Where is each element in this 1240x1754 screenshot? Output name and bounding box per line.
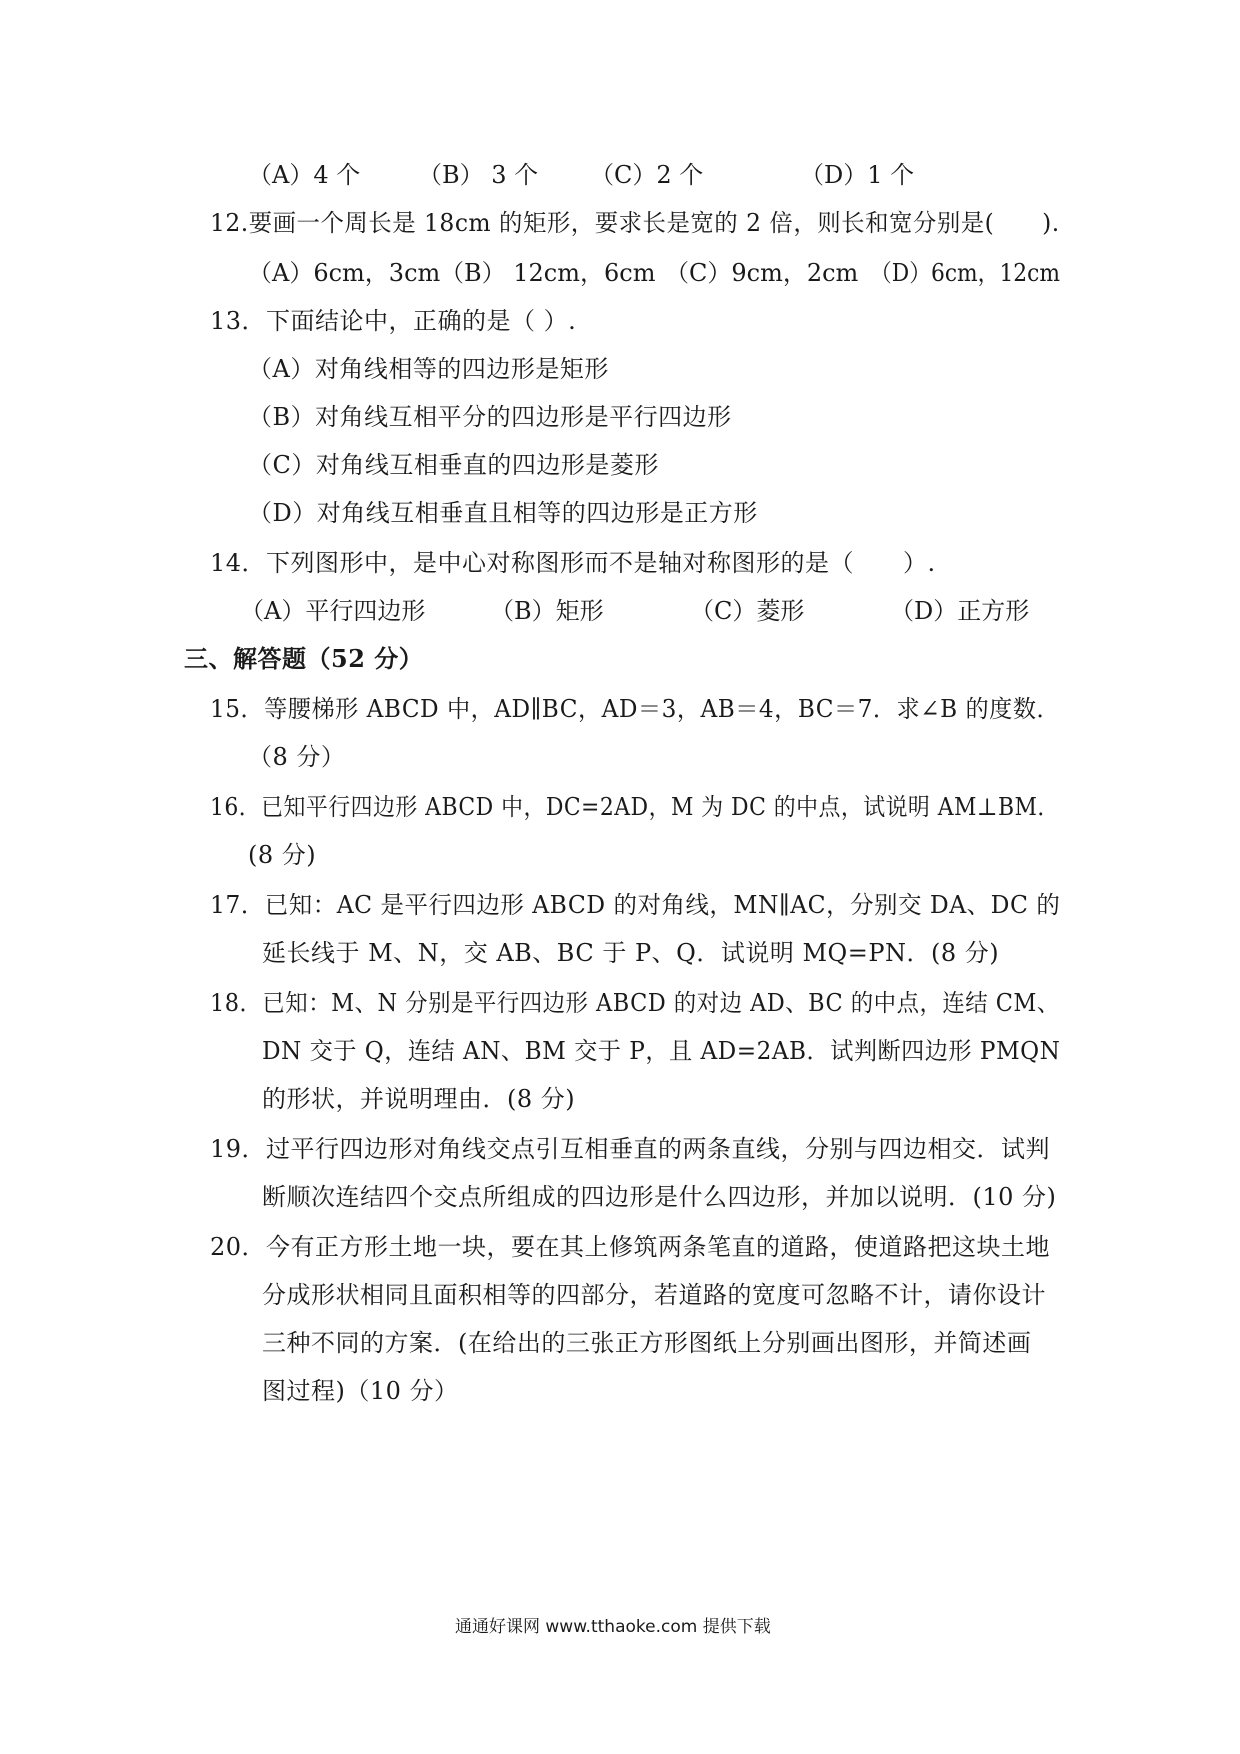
q13-option-a: （A）对角线相等的四边形是矩形 (248, 355, 609, 383)
q17-line-1: 17．已知：AC 是平行四边形 ABCD 的对角线，MN∥AC，分别交 DA、DC 的 (210, 891, 1061, 919)
q20-line-1: 20．今有正方形土地一块，要在其上修筑两条笔直的道路，使道路把这块土地 (210, 1233, 1051, 1261)
q13-option-c: （C）对角线互相垂直的四边形是菱形 (248, 451, 659, 479)
q20-line-2: 分成形状相同且面积相等的四部分，若道路的宽度可忽略不计，请你设计 (262, 1281, 1046, 1309)
q14-stem: 14．下列图形中，是中心对称图形而不是轴对称图形的是（ ）. (210, 549, 936, 577)
q20-line-4: 图过程)（10 分） (262, 1377, 459, 1405)
q16-line-2: (8 分) (248, 841, 317, 869)
q12-option-d: （D）6cm，12cm (870, 259, 1060, 287)
footer-source: 通通好课网 www.tthaoke.com 提供下载 (455, 1617, 771, 1637)
q11-option-d: （D）1 个 (800, 161, 915, 189)
q12-option-b: （B） 12cm，6cm (440, 259, 656, 287)
q18-line-3: 的形状，并说明理由．(8 分) (262, 1085, 576, 1113)
q13-option-d: （D）对角线互相垂直且相等的四边形是正方形 (248, 499, 758, 527)
q12-option-a: （A）6cm，3cm (248, 259, 441, 287)
q15-line-2: （8 分） (248, 743, 346, 771)
q14-option-a: （A）平行四边形 (240, 597, 426, 625)
q13-option-b: （B）对角线互相平分的四边形是平行四边形 (248, 403, 732, 431)
q14-option-b: （B）矩形 (490, 597, 604, 625)
q15-line-1: 15．等腰梯形 ABCD 中，AD∥BC，AD＝3，AB＝4，BC＝7．求∠B 的度数． (210, 695, 1061, 723)
q19-line-1: 19．过平行四边形对角线交点引互相垂直的两条直线，分别与四边相交．试判 (210, 1135, 1051, 1163)
q11-option-b: （B） 3 个 (418, 161, 539, 189)
section-heading: 三、解答题（52 分） (184, 644, 424, 673)
q16-line-1: 16．已知平行四边形 ABCD 中，DC=2AD，M 为 DC 的中点，试说明 AM⊥BM． (210, 793, 1060, 821)
q20-line-3: 三种不同的方案．(在给出的三张正方形图纸上分别画出图形，并简述画 (262, 1329, 1032, 1357)
q12-stem: 12.要画一个周长是 18cm 的矩形，要求长是宽的 2 倍，则长和宽分别是( ). (210, 209, 1060, 237)
q12-option-c: （C）9cm，2cm (665, 259, 859, 287)
q11-option-a: （A）4 个 (248, 161, 361, 189)
q18-line-1: 18．已知：M、N 分别是平行四边形 ABCD 的对边 AD、BC 的中点，连结 CM、 (210, 989, 1060, 1017)
q18-line-2: DN 交于 Q，连结 AN、BM 交于 P，且 AD=2AB．试判断四边形 PMQN (262, 1037, 1061, 1065)
q13-stem: 13．下面结论中，正确的是（ ）. (210, 307, 577, 335)
q17-line-2: 延长线于 M、N，交 AB、BC 于 P、Q．试说明 MQ=PN．(8 分) (262, 939, 1000, 967)
q14-option-d: （D）正方形 (890, 597, 1030, 625)
q19-line-2: 断顺次连结四个交点所组成的四边形是什么四边形，并加以说明．(10 分) (262, 1183, 1057, 1211)
q11-option-c: （C）2 个 (590, 161, 704, 189)
q14-option-c: （C）菱形 (690, 597, 805, 625)
